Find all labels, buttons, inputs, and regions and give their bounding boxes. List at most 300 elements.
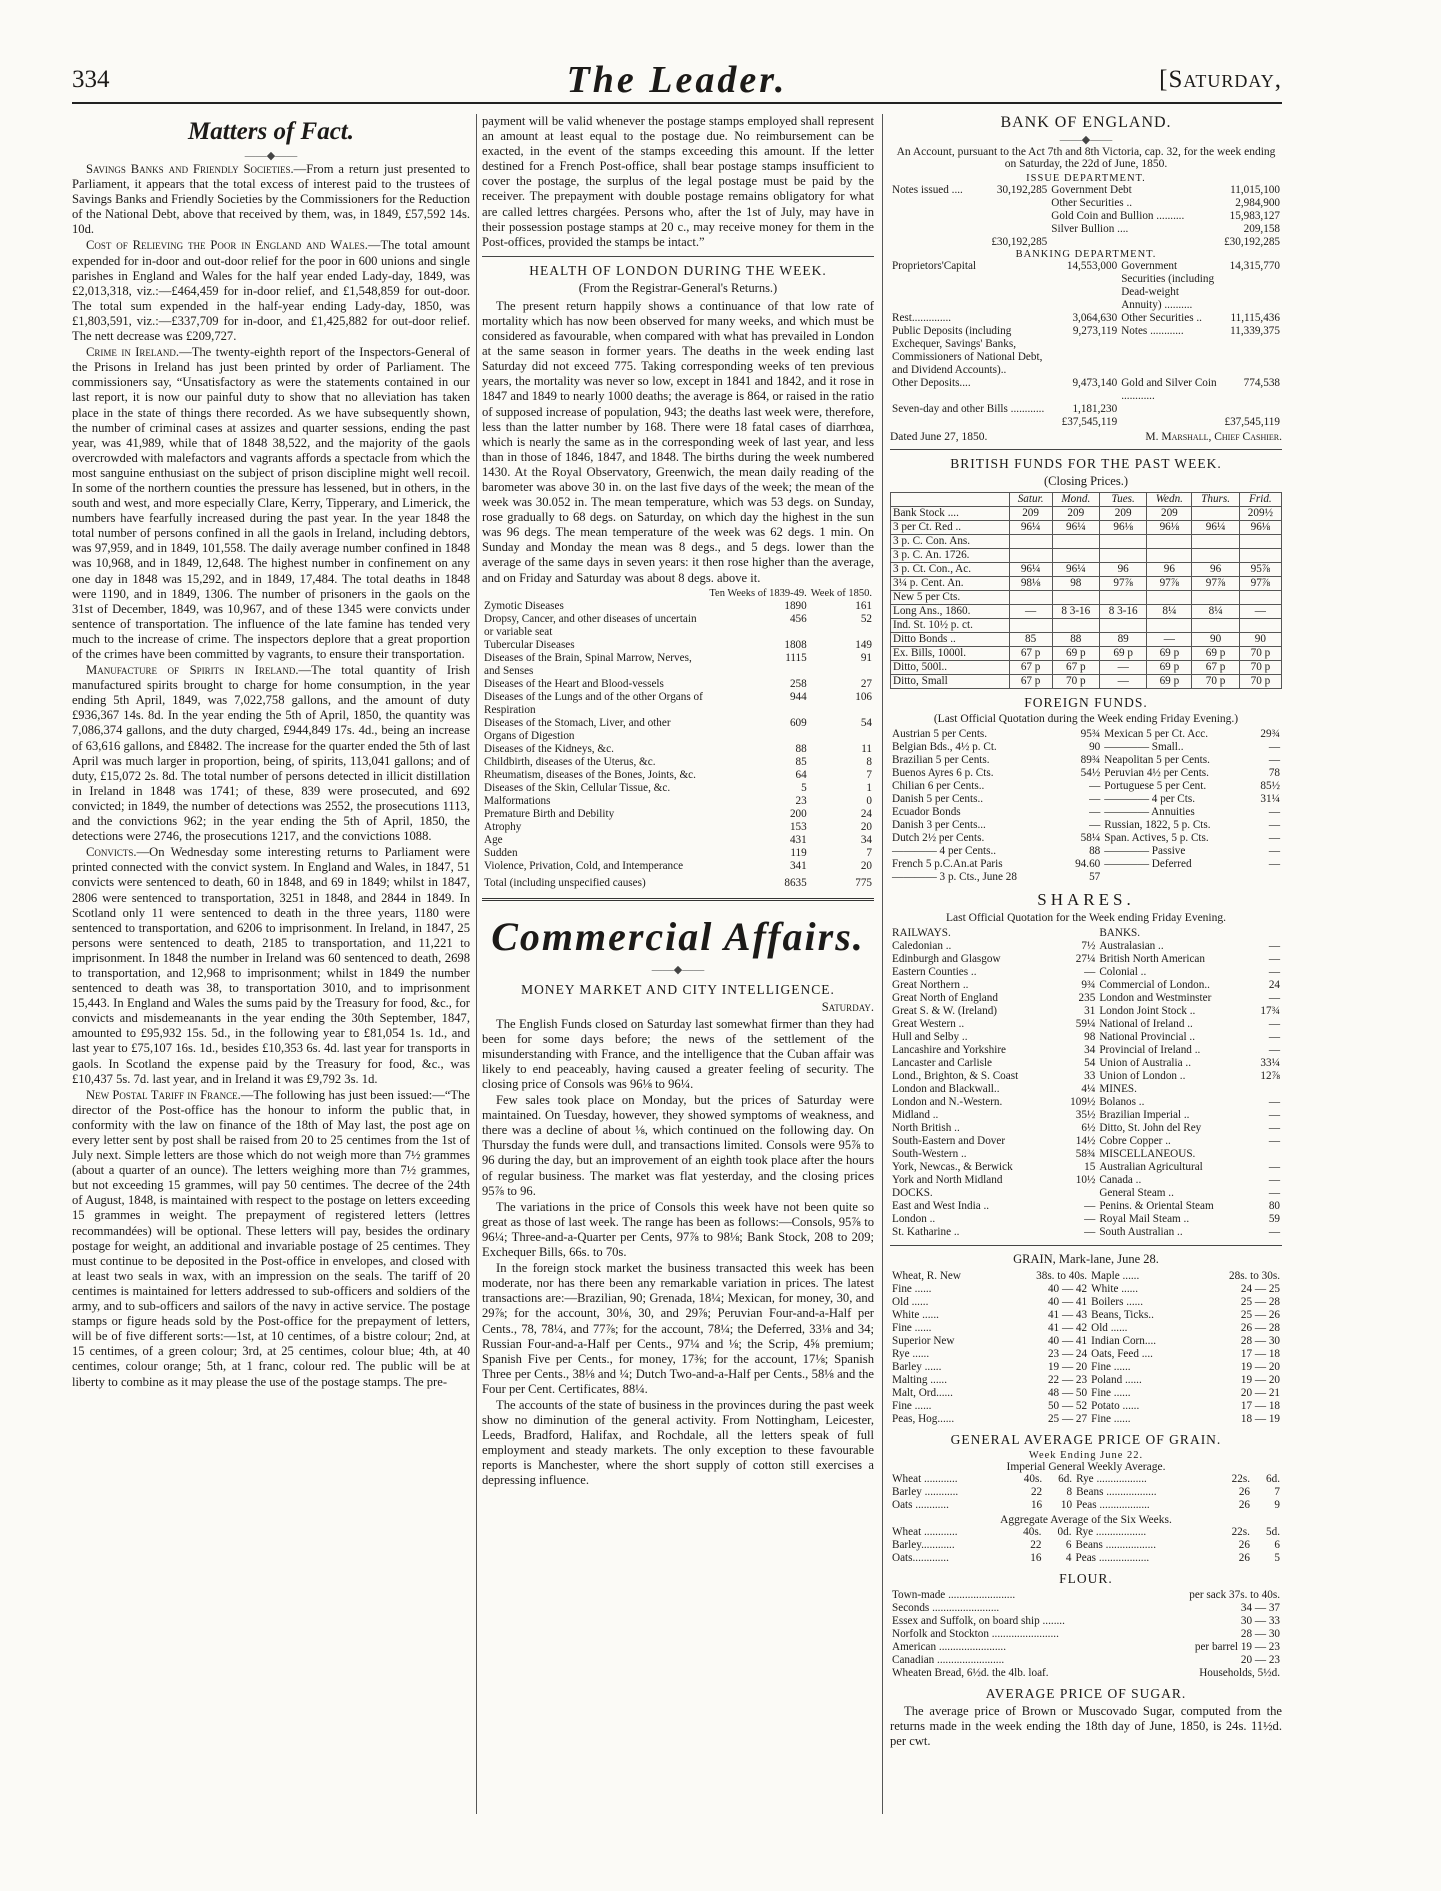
disease-name: Premature Birth and Debility (484, 807, 615, 820)
share-cell: Canada .. (1099, 1174, 1142, 1186)
funds-cell: 67 p (1009, 661, 1052, 675)
average-grain-row (890, 1486, 1282, 1499)
issue-cell (978, 197, 1049, 210)
average-grain-cell: 26 (1238, 1486, 1251, 1498)
average-grain-table (890, 1473, 1282, 1512)
average-grain-cell: 8 (1066, 1486, 1073, 1498)
banking-cell: £37,545,119 (1224, 416, 1280, 428)
foreign-fund-cell: 94.60 (1075, 858, 1101, 870)
issue-cell: Other Securities .. (1051, 197, 1133, 209)
grain-row (890, 1283, 1282, 1296)
grain-cell: 19 — 20 (1047, 1361, 1088, 1373)
foreign-fund-cell: 90 (1089, 741, 1101, 753)
disease-name: Age (484, 833, 503, 846)
disease-name: Sudden (484, 846, 518, 859)
issue-cell: £30,192,285 (991, 236, 1048, 248)
banking-cell: 3,064,630 (1072, 312, 1118, 324)
foreign-fund-cell: — (1268, 806, 1280, 818)
foreign-fund-cell: ———— Annuities (1104, 806, 1195, 818)
funds-cell: 96 (1099, 563, 1146, 577)
disease-row (482, 717, 874, 743)
share-cell: — (1268, 1044, 1280, 1056)
disease-count: 88 (795, 742, 807, 755)
flour-cell: Essex and Suffolk, on board ship ........ (892, 1615, 1065, 1627)
flour-row (890, 1641, 1282, 1654)
issue-cell (890, 236, 978, 249)
share-row (890, 1226, 1282, 1239)
average-six-cell: 22s. (1231, 1526, 1250, 1538)
share-row (890, 1096, 1282, 1109)
disease-count: 27 (860, 677, 872, 690)
grain-cell: 40 — 41 (1047, 1296, 1088, 1308)
funds-cell: 70 p (1239, 675, 1281, 689)
grain-cell: Superior New (892, 1335, 955, 1347)
share-cell: Great S. & W. (Ireland) (892, 1005, 998, 1017)
disease-count: 85 (795, 755, 807, 768)
issue-cell: 15,983,127 (1229, 210, 1280, 222)
flour-cell: per barrel 19 — 23 (1194, 1641, 1280, 1653)
disease-head-cell: Ten Weeks of 1839-49. (709, 587, 807, 599)
share-cell: 33¼ (1260, 1057, 1280, 1069)
funds-cell: 8¼ (1192, 605, 1239, 619)
share-cell: 80 (1268, 1200, 1280, 1212)
average-grain-cell: Oats ............ (892, 1499, 949, 1511)
grain-title: GRAIN, Mark-lane, June 28. (1013, 1252, 1159, 1266)
grain-cell: 22 — 23 (1047, 1374, 1088, 1386)
grain-cell: Fine ...... (892, 1283, 932, 1295)
disease-count: 1 (866, 781, 872, 794)
issue-department-head: ISSUE DEPARTMENT. (1026, 173, 1146, 184)
paragraph-lead: New Postal Tariff in France. (86, 1087, 241, 1102)
issue-cell (890, 210, 978, 223)
disease-count: 54 (860, 716, 872, 729)
foreign-fund-cell (1102, 871, 1250, 884)
shares-sub: Last Official Quotation for the Week ending Friday Evening. (945, 912, 1226, 924)
bank-date: Dated June 27, 1850. (890, 431, 988, 443)
funds-row (891, 633, 1282, 647)
funds-cell: 85 (1009, 633, 1052, 647)
share-cell: 15 (1084, 1161, 1096, 1173)
funds-row (891, 605, 1282, 619)
disease-row (482, 860, 874, 873)
share-cell (1251, 927, 1282, 940)
grain-row (890, 1335, 1282, 1348)
banking-cell: Public Deposits (including Exchequer, Savings' Banks, Commissioners of National Debt, and Dividend Accounts).. (892, 325, 1043, 376)
share-cell: London and N.-Western. (892, 1096, 1003, 1108)
foreign-fund-cell: 95¾ (1080, 728, 1101, 740)
funds-head-cell (891, 493, 1010, 507)
banking-cell: 9,473,140 (1072, 377, 1118, 389)
funds-cell (1009, 535, 1052, 549)
funds-cell: 96¼ (1009, 521, 1052, 535)
foreign-fund-row (890, 819, 1282, 832)
average-week: Week Ending June 22. (1028, 1450, 1144, 1461)
disease-name: Rheumatism, diseases of the Bones, Joints, &c. (484, 768, 696, 781)
matters-paragraph (72, 345, 470, 662)
ornament-divider: ——◆—— (651, 963, 705, 976)
share-cell: Penins. & Oriental Steam (1099, 1200, 1214, 1212)
banking-cell: Other Deposits.... (892, 377, 971, 389)
flour-title: FLOUR. (1059, 1571, 1113, 1586)
grain-cell: 40 — 41 (1047, 1335, 1088, 1347)
funds-cell: 96 (1192, 563, 1239, 577)
grain-cell: Fine ...... (892, 1400, 932, 1412)
rule (890, 1245, 1282, 1246)
grain-cell: Oats, Feed .... (1091, 1348, 1153, 1360)
flour-row (890, 1602, 1282, 1615)
share-row (890, 1044, 1282, 1057)
issue-cell: Gold Coin and Bullion .......... (1051, 210, 1185, 222)
disease-count: 153 (789, 820, 807, 833)
foreign-fund-cell: Chilian 6 per Cents.. (892, 780, 985, 792)
funds-row (891, 675, 1282, 689)
foreign-fund-cell: 29¾ (1260, 728, 1280, 740)
share-cell: Commercial of London.. (1099, 979, 1210, 991)
foreign-fund-cell: — (1089, 806, 1101, 818)
share-row (890, 1109, 1282, 1122)
foreign-fund-cell: ———— Small.. (1104, 741, 1184, 753)
share-cell: 24 (1268, 979, 1280, 991)
issue-cell (890, 197, 978, 210)
funds-cell: 67 p (1009, 675, 1052, 689)
share-cell (1251, 1148, 1282, 1161)
health-title: HEALTH OF LONDON DURING THE WEEK. (529, 262, 827, 278)
column-divider (476, 114, 477, 1814)
funds-cell (1052, 591, 1099, 605)
grain-cell: Fine ...... (1091, 1413, 1131, 1425)
funds-cell: Ditto, Small (891, 675, 1010, 689)
share-cell: London and Westminster (1099, 992, 1212, 1004)
foreign-fund-cell: Brazilian 5 per Cents. (892, 754, 990, 766)
funds-head-cell: Wedn. (1147, 493, 1192, 507)
disease-count: 1808 (784, 638, 807, 651)
share-cell: 31 (1084, 1005, 1096, 1017)
disease-count: 258 (789, 677, 807, 690)
funds-cell: 96¼ (1009, 563, 1052, 577)
funds-row (891, 521, 1282, 535)
share-cell: Colonial .. (1099, 966, 1147, 978)
flour-cell: 34 — 37 (1240, 1602, 1280, 1614)
average-grain-cell: 16 (1030, 1499, 1043, 1511)
grain-cell: 20 — 21 (1240, 1387, 1280, 1399)
grain-cell: 17 — 18 (1240, 1348, 1280, 1360)
paragraph-body: —The following has just been issued:—“The director of the Post-office has the honour to inform the public that, in conformity with the law on finance of the 18th of May last, the post age on every letter sent by post shall be raised from 20 to 25 centimes from the 1st of July next. Simple letters are those which do not weigh more than 7½ grammes (about a quarter of an ounce). The letters weighing more than 7½ grammes, but not exceeding 15 grammes, will pay 50 centimes. The decree of the 24th of August, 1848, is maintained with respect to the postage on letters exceeding 15 grammes in weight. The prepayment of registered letters (lettres recommandées) will be optional. These letters will pay, besides the ordinary postage for weight, an additional and invariable postage of 25 centimes. They must continue to be deposited in the Post-office in envelopes, and closed with at least two seals in wax, with an impression on the seals. The tariff of 20 centimes is maintained for letters addressed to sub-officers and soldiers of the army, and to sub-officers and sailors of the navy in active service. The postage stamps or figure heads sold by the Post-office for the prepayment of letters, will be of five different sorts:—1st, at 10 centimes, of a bistre colour; 2nd, at 15 centimes, of a green colour; 3rd, at 25 centimes, colour blue; 4th, at 40 centimes, colour orange; 5th, at 1 franc, colour red. The public will be at liberty to combine as it may please the use of the postage stamps. The pre- (72, 1087, 470, 1389)
paragraph-lead: Crime in Ireland. (86, 345, 180, 360)
foreign-fund-cell: 31¼ (1260, 793, 1280, 805)
funds-cell: — (1099, 661, 1146, 675)
money-paragraph: Few sales took place on Monday, but the prices of Saturday were maintained. On Tuesday, however, they showed symptoms of weakness, and there was a decline of about ⅛, which continued on the following day. On Thursday the funds were dull, and transactions limited. Consols were 95⅞ to 96 during the day, but an improvement of an eighth took place after the hours of regular business. The market was flat yesterday, and the closing prices 95⅞ to 96. (482, 1093, 874, 1198)
funds-cell (1147, 549, 1192, 563)
foreign-fund-row (890, 858, 1282, 871)
foreign-fund-cell: — (1089, 793, 1101, 805)
share-cell: 10½ (1075, 1174, 1096, 1186)
flour-row (890, 1628, 1282, 1641)
share-cell: Royal Mail Steam .. (1099, 1213, 1190, 1225)
share-cell: Lancaster and Carlisle (892, 1057, 993, 1069)
banking-cell: Notes ............ (1121, 325, 1184, 337)
foreign-fund-cell: 57 (1089, 871, 1101, 883)
share-cell: 17¾ (1260, 1005, 1280, 1017)
share-cell: — (1084, 1200, 1096, 1212)
average-grain-cell: Wheat ............ (892, 1473, 958, 1485)
section-title-matters-of-fact: Matters of Fact. (188, 118, 354, 145)
disease-count: 64 (795, 768, 807, 781)
grain-cell: Boilers ...... (1091, 1296, 1144, 1308)
funds-row (891, 619, 1282, 633)
share-cell: 9¾ (1081, 979, 1096, 991)
share-cell: York and North Midland (892, 1174, 1003, 1186)
foreign-fund-cell: Austrian 5 per Cents. (892, 728, 988, 740)
average-grain-row (890, 1473, 1282, 1486)
grain-row (890, 1348, 1282, 1361)
foreign-fund-cell: Buenos Ayres 6 p. Cts. (892, 767, 994, 779)
funds-row (891, 507, 1282, 521)
banking-cell: Rest.............. (892, 312, 952, 324)
funds-cell (1052, 619, 1099, 633)
share-cell: Caledonian .. (892, 940, 952, 952)
money-paragraph: The variations in the price of Consols this week have not been quite so great as those of last week. The range has been as follows:—Consols, 95⅞ to 96¼; Three-and-a-Quarter per Cents, 97⅞ to 98⅛; Bank Stock, 208 to 209; Exchequer Bills, 66s. to 70s. (482, 1199, 874, 1260)
money-market-date: Saturday. (821, 999, 874, 1014)
flour-table (890, 1589, 1282, 1680)
funds-head-cell: Satur. (1009, 493, 1052, 507)
share-row (890, 1161, 1282, 1174)
disease-count: 0 (866, 794, 872, 807)
disease-row (482, 821, 874, 834)
commercial-affairs-title: Commercial Affairs. (491, 913, 865, 959)
disease-count: 7 (866, 846, 872, 859)
disease-count: 23 (795, 794, 807, 807)
funds-cell: Bank Stock .... (891, 507, 1010, 521)
funds-cell: New 5 per Cts. (891, 591, 1010, 605)
money-market-title: MONEY MARKET AND CITY INTELLIGENCE. (521, 981, 835, 997)
share-cell: Midland .. (892, 1109, 939, 1121)
funds-head-cell: Frid. (1239, 493, 1281, 507)
foreign-fund-cell: 89¾ (1080, 754, 1101, 766)
foreign-fund-cell: — (1089, 780, 1101, 792)
funds-cell: Ex. Bills, 1000l. (891, 647, 1010, 661)
share-cell: 7½ (1081, 940, 1096, 952)
funds-cell: 97⅞ (1099, 577, 1146, 591)
average-grain-cell: Beans .................. (1076, 1486, 1157, 1498)
issue-cell: £30,192,285 (1224, 236, 1280, 248)
grain-cell: 38s. to 40s. (1036, 1270, 1088, 1282)
average-six-cell: Barley............ (892, 1539, 955, 1551)
foreign-fund-cell: ———— 4 per Cents.. (892, 845, 997, 857)
disease-name: Dropsy, Cancer, and other diseases of uncertain or variable seat (484, 612, 697, 638)
funds-cell: 209 (1052, 507, 1099, 521)
funds-cell: 97⅞ (1239, 577, 1281, 591)
funds-row (891, 591, 1282, 605)
share-cell: South-Western .. (892, 1148, 967, 1160)
funds-cell: 69 p (1052, 647, 1099, 661)
share-cell: 27¼ (1075, 953, 1096, 965)
foreign-fund-row (890, 741, 1282, 754)
average-grain-cell: Peas .................. (1076, 1499, 1150, 1511)
funds-cell: 69 p (1147, 675, 1192, 689)
share-cell: Cobre Copper .. (1099, 1135, 1171, 1147)
foreign-fund-row (890, 767, 1282, 780)
share-cell: Eastern Counties .. (892, 966, 977, 978)
foreign-fund-cell: Neapolitan 5 per Cents. (1104, 754, 1210, 766)
average-grain-cell: Barley ............ (892, 1486, 959, 1498)
disease-count: 456 (789, 612, 807, 625)
share-cell: — (1268, 953, 1280, 965)
disease-name: Tubercular Diseases (484, 638, 575, 651)
issue-cell: 2,984,900 (1235, 197, 1280, 209)
foreign-fund-row (890, 845, 1282, 858)
flour-cell: Canadian ........................ (892, 1654, 1005, 1666)
bank-signed: M. Marshall, Chief Cashier. (1145, 431, 1282, 443)
funds-cell: 3¼ p. Cent. An. (891, 577, 1010, 591)
share-row (890, 992, 1282, 1005)
grain-cell: Malt, Ord...... (892, 1387, 953, 1399)
share-cell: BANKS. (1099, 927, 1141, 939)
share-cell: Union of Australia .. (1099, 1057, 1191, 1069)
grain-row (890, 1296, 1282, 1309)
disease-count: 1890 (784, 599, 807, 612)
share-cell: North British .. (892, 1122, 960, 1134)
disease-count: 119 (790, 846, 807, 859)
share-row (890, 1200, 1282, 1213)
banking-cell: 11,339,375 (1230, 325, 1280, 337)
disease-count: 1115 (785, 651, 807, 664)
funds-cell: 8 3-16 (1052, 605, 1099, 619)
disease-count: 11 (861, 742, 872, 755)
foreign-fund-cell: Span. Actives, 5 p. Cts. (1104, 832, 1209, 844)
foreign-fund-row (890, 871, 1282, 884)
share-cell: MISCELLANEOUS. (1099, 1148, 1196, 1160)
grain-row (890, 1400, 1282, 1413)
funds-cell (1192, 619, 1239, 633)
paragraph-lead: Savings Banks and Friendly Societies. (86, 162, 294, 176)
foreign-fund-cell: Ecuador Bonds (892, 806, 961, 818)
paragraph-body: —The total amount expended for in-door and out-door relief for the poor in 600 unions and single parishes in England and Wales for the half year ended Lady-day, 1849, was £2,013,318, viz.:—£464,459 for in-door relief, and £1,548,859 for out-door. The total sum expended in the half-year ending Lady-day, 1850, was £1,803,591, viz.:—£337,709 for in-door, and £1,425,882 for out-door relief. The nett decrease was £209,727. (72, 238, 470, 344)
foreign-fund-cell: Danish 3 per Cents... (892, 819, 986, 831)
disease-name: Diseases of the Heart and Blood-vessels (484, 677, 664, 690)
share-cell: — (1268, 1018, 1280, 1030)
funds-cell: 95⅞ (1239, 563, 1281, 577)
share-cell: — (1268, 1161, 1280, 1173)
flour-row (890, 1667, 1282, 1680)
paragraph-body: —The total quantity of Irish manufactured spirits brought to charge for home consumption, in the year ending 5th April, 1849, was 7,022,758 gallons, and the amount of duty £936,367 14s. 8d. In the year ending the 5th of April, 1850, the quantity was 7,086,374 gallons, and the duty charged, £944,849 17s. 4d., being an increase of 63,616 gallons, and £8482. The increase for the quarter ended the 5th of last April was much larger in proportion, being, of spirits, 113,041 gallons; and of duty, £15,072 2s. 8d. The total number of persons detected in illicit distillation in Ireland in 1848 was 1741; of these, 839 were prosecuted, and 692 convicted; in 1849, the number of detections was 2552, the prosecutions 1113, and the convictions 962; in the year ending the 5th of April, 1850, the detections were 2746, the prosecutions 1217, and the convictions 1088. (72, 663, 470, 844)
grain-cell: Maple ...... (1091, 1270, 1140, 1282)
share-cell (1059, 927, 1097, 940)
banking-cell: 9,273,119 (1072, 325, 1118, 337)
foreign-fund-cell: 54½ (1080, 767, 1101, 779)
page-number: 334 (72, 66, 110, 93)
disease-name: Diseases of the Lungs and of the other Organs of Respiration (484, 690, 703, 716)
share-cell: — (1268, 1096, 1280, 1108)
funds-cell: 96⅛ (1239, 521, 1281, 535)
disease-count: 91 (860, 651, 872, 664)
disease-count: 7 (866, 768, 872, 781)
issue-day: [Saturday, (1159, 66, 1282, 93)
share-cell: London and Blackwall.. (892, 1083, 1000, 1095)
disease-row (482, 743, 874, 756)
share-cell: 54 (1084, 1057, 1096, 1069)
foreign-fund-cell: 85½ (1260, 780, 1280, 792)
paragraph-lead: Manufacture of Spirits in Ireland. (86, 663, 299, 678)
issue-cell: 11,015,100 (1230, 184, 1280, 196)
column-health-commercial (482, 114, 874, 1814)
share-cell: — (1268, 992, 1280, 1004)
grain-cell: 24 — 25 (1240, 1283, 1280, 1295)
issue-row (890, 184, 1282, 197)
share-cell: Great Western .. (892, 1018, 965, 1030)
grain-cell: 41 — 43 (1047, 1309, 1088, 1321)
share-cell (1251, 1083, 1282, 1096)
funds-cell: 67 p (1192, 661, 1239, 675)
funds-cell: Ditto Bonds .. (891, 633, 1010, 647)
share-cell: DOCKS. (892, 1187, 933, 1199)
disease-count: 609 (789, 716, 807, 729)
disease-row (482, 769, 874, 782)
funds-cell: 209 (1009, 507, 1052, 521)
funds-cell: 69 p (1147, 647, 1192, 661)
foreign-fund-row (890, 728, 1282, 741)
share-cell: South-Eastern and Dover (892, 1135, 1006, 1147)
funds-cell: — (1147, 633, 1192, 647)
funds-cell: 3 per Ct. Red .. (891, 521, 1010, 535)
average-six-weeks-table (890, 1526, 1282, 1565)
banking-cell (1119, 416, 1222, 429)
bank-intro: An Account, pursuant to the Act 7th and 8th Victoria, cap. 32, for the week ending on Saturday, the 22d of June, 1850. (896, 146, 1276, 170)
average-six-cell: 0d. (1057, 1526, 1072, 1538)
average-six-cell: 6 (1065, 1539, 1072, 1551)
share-cell: — (1268, 1174, 1280, 1186)
issue-row (890, 223, 1282, 236)
share-row (890, 979, 1282, 992)
grain-cell: Indian Corn.... (1091, 1335, 1157, 1347)
grain-cell: Barley ...... (892, 1361, 942, 1373)
funds-cell (1192, 591, 1239, 605)
column-matters-of-fact (72, 114, 470, 1814)
banking-row (890, 325, 1282, 377)
grain-cell: 19 — 20 (1240, 1374, 1280, 1386)
total-count: 8635 (784, 876, 807, 889)
grain-cell: Rye ...... (892, 1348, 930, 1360)
grain-cell: Old ...... (892, 1296, 929, 1308)
funds-cell: 70 p (1052, 675, 1099, 689)
share-cell: York, Newcas., & Berwick (892, 1161, 1013, 1173)
grain-cell: 50 — 52 (1047, 1400, 1088, 1412)
grain-row (890, 1361, 1282, 1374)
share-cell: Edinburgh and Glasgow (892, 953, 1001, 965)
grain-cell: 26 — 28 (1240, 1322, 1280, 1334)
grain-row (890, 1374, 1282, 1387)
banking-cell: Proprietors'Capital (892, 260, 977, 272)
share-cell: — (1268, 1031, 1280, 1043)
foreign-fund-cell: — (1268, 741, 1280, 753)
total-count: 775 (855, 876, 872, 889)
matters-items (72, 162, 470, 1390)
paragraph-body: —On Wednesday some interesting returns to Parliament were printed connected with the convict system. In England and Wales, in 1847, 51 convicts were sentenced to death, 60 in 1848, and 69 in 1849; whilst in 1847, 2806 were sentenced to transportation, 3251 in 1848, and 2844 in 1849. In Scotland only 11 were sentenced to death in the three years, 1180 were sentenced to transportation, and 6206 to imprisonment. In Ireland, in 1847, 25 persons were sentenced to death, 2185 to transportation, and 11,221 to imprisonment. In 1848 the number in Ireland was 60 sentenced to death, 2698 to transportation, and 12,968 to imprisonment; whilst in 1849 the number sentenced to death was 38, to transportation 3010, and to imprisonment 15,443. In England and Wales the sums paid by the Treasury for food, &c., for convicts and misdemeanants in the year ending the 30th September, 1847, amounted to £95,932 15s. 5d., in the following year to £81,054 1s. 1d., and last year to £75,107 16s. 1d., besides £10,353 6s. 4d. last year for transports in gaols. In Scotland the expense paid by the Treasury for food, &c., was £10,437 5s. 7d. last year, and in Ireland it was £9,792 3s. 1d. (72, 845, 470, 1086)
funds-cell: 3 p. C. Con. Ans. (891, 535, 1010, 549)
funds-cell (1099, 591, 1146, 605)
share-cell: 4¼ (1081, 1083, 1096, 1095)
funds-row (891, 535, 1282, 549)
funds-head-cell: Thurs. (1192, 493, 1239, 507)
share-cell: East and West India .. (892, 1200, 990, 1212)
foreign-fund-row (890, 780, 1282, 793)
funds-head-cell: Tues. (1099, 493, 1146, 507)
grain-cell: 40 — 42 (1047, 1283, 1088, 1295)
banking-cell: 14,315,770 (1229, 260, 1280, 272)
funds-cell: 90 (1239, 633, 1281, 647)
funds-cell: 96¼ (1052, 521, 1099, 535)
foreign-fund-cell: — (1268, 832, 1280, 844)
disease-name: Diseases of the Kidneys, &c. (484, 742, 614, 755)
